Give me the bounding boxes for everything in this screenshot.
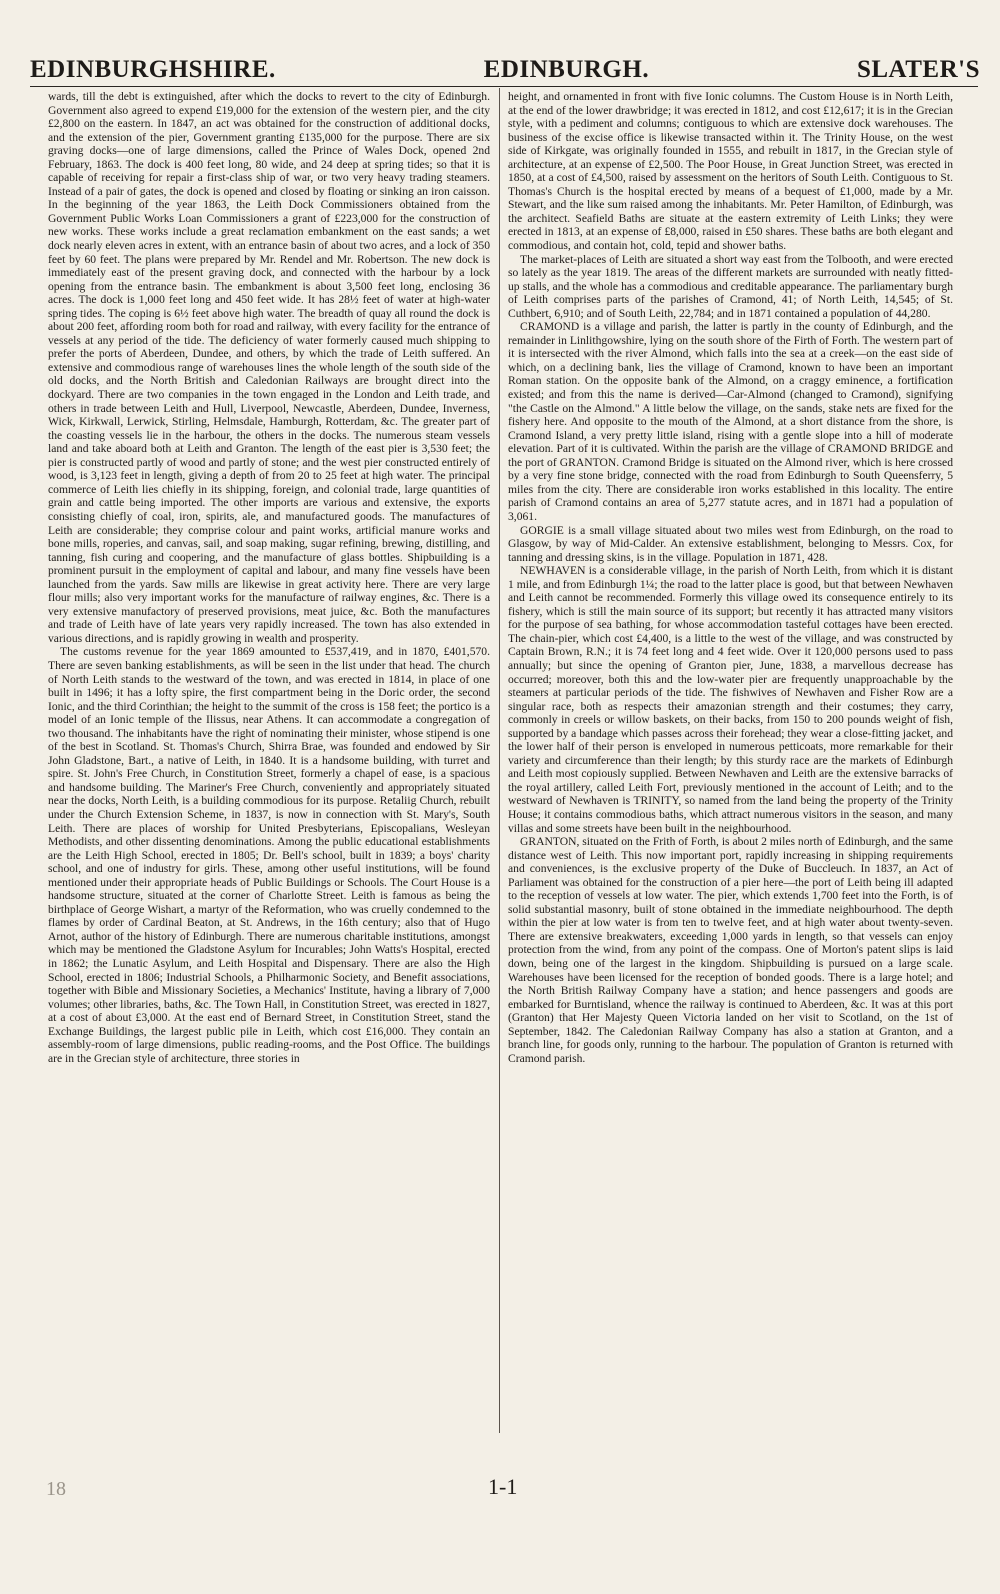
right-paragraph: GRANTON, situated on the Frith of Forth, is about 2 miles north of Edinburgh, and the same distance west of Leith. This now important port, rapidly increasing in shipping requirements and conveniences, is the exclusive property of the Duke of Buccleuch. In 1837, an Act of Parliament was obtained for the construction of a pier here—the port of Leith being ill adapted to the reception of vessels at low water. The pier, which extends 1,700 feet into the Forth, is of solid substantial masonry, built of stone obtained in the immediate neighbourhood. The depth within the pier at low water is from ten to twelve feet, and at high water about twenty-seven. There are extensive breakwaters, exceeding 1,000 yards in length, so that vessels can enjoy protection from the wind, from any point of the compass. One of Morton's patent slips is laid down, being one of the largest in the kingdom. Shipbuilding is pursued on a large scale. Warehouses have been licensed for the reception of bonded goods. There is a large hotel; and the North British Railway Company have a station; and hence passengers and goods are embarked for Burntisland, whence the railway is continued to Aberdeen, &c. It was at this port (Granton) that Her Majesty Queen Victoria landed on her visit to Scotland, on the 1st of September, 1842. The Caledonian Railway Company has also a station at Granton, and a branch line, for goods only, running to the harbour. The population of Granton is returned with Cramond parish.: [508, 835, 953, 1065]
header-county: EDINBURGHSHIRE.: [30, 56, 276, 83]
signature-mark: 1-1: [488, 1474, 518, 1499]
right-paragraph: The market-places of Leith are situated a short way east from the Tolbooth, and were erected so lately as the year 1819. The areas of the different markets are surrounded with neatly fitted-up stalls, and the whole has a commodious and creditable appearance. The parliamentary burgh of Leith comprises parts of the parishes of Cramond, 41; of North Leith, 14,545; of St. Cuthbert, 6,910; and of South Leith, 22,784; and in 1871 contained a population of 44,280.: [508, 252, 953, 320]
right-paragraph: height, and ornamented in front with five Ionic columns. The Custom House is in North Leith, at the end of the lower drawbridge; it was erected in 1812, and cost £12,617; it is in the Grecian style, with a pediment and columns; contiguous to which are extensive dock warehouses. The business of the excise office is likewise transacted within it. The Trinity House, on the west side of Kirkgate, was originally founded in 1555, and rebuilt in 1817, in the Grecian style of architecture, at an expense of £2,500. The Poor House, in Great Junction Street, was erected in 1850, at a cost of £4,500, raised by assessment on the heritors of South Leith. Contiguous to St. Thomas's Church is the hospital erected by means of a bequest of £1,000, made by a Mr. Stewart, and the like sum raised among the inhabitants. Mr. Peter Hamilton, of Edinburgh, was the architect. Seafield Baths are situate at the eastern extremity of Leith Links; they were erected in 1813, at an expense of £8,000, raised in £50 shares. These baths are both elegant and commodious, and contain hot, cold, tepid and shower baths.: [508, 90, 953, 253]
header-rule: [30, 86, 978, 87]
page-number: 18: [46, 1478, 66, 1500]
header-town: EDINBURGH.: [483, 56, 650, 83]
right-paragraph: CRAMOND is a village and parish, the latter is partly in the county of Edinburgh, and the remainder in Linlithgowshire, lying on the south shore of the Firth of Forth. The western part of it is intersected with the river Almond, which falls into the sea at a creek—on the east side of which, on a declining bank, lies the village of Cramond, known to have been an important Roman station. On the opposite bank of the Almond, on a craggy eminence, a fortification existed; and from this the name is derived—Car-Almond (changed to Cramond), signifying "the Castle on the Almond." A little below the village, on the sands, stake nets are fixed for the fishery here. And opposite to the mouth of the Almond, at a short distance from the shore, is Cramond Island, a very pretty little island, rising with a gentle slope into a hill of moderate elevation. Part of it is cultivated. Within the parish are the village of CRAMOND BRIDGE and the port of GRANTON. Cramond Bridge is situated on the Almond river, which is here crossed by a very fine stone bridge, connected with the road from Edinburgh to South Queensferry, 5 miles from the city. There are considerable iron works established in this locality. The entire parish of Cramond contains an area of 5,277 statute acres, and in 1871 had a population of 3,061.: [508, 320, 953, 523]
left-paragraph: The customs revenue for the year 1869 amounted to £537,419, and in 1870, £401,570. There are seven banking establishments, as will be seen in the list under that head. The church of North Leith stands to the westward of the town, and was erected in 1814, in place of one built in 1496; it has a lofty spire, the first compartment being in the Doric order, the second Ionic, and the third Corinthian; the height to the summit of the cross is 158 feet; the portico is a model of an Ionic temple of the Ilissus, near Athens. It can accommodate a congregation of two thousand. The inhabitants have the right of nominating their minister, whose stipend is one of the best in Scotland. St. Thomas's Church, Shirra Brae, was founded and endowed by Sir John Gladstone, Bart., a native of Leith, in 1840. It is a handsome building, with turret and spire. St. John's Free Church, in Constitution Street, formerly a chapel of ease, is a spacious and handsome building. The Mariner's Free Church, conveniently and appropriately situated near the docks, North Leith, is a building commodious for its purpose. Retaliig Church, rebuilt under the Church Extension Scheme, in 1837, is now in connection with St. Mary's, South Leith. There are places of worship for United Presbyterians, Episcopalians, Wesleyan Methodists, and other dissenting denominations. Among the public educational establishments are the Leith High School, erected in 1805; Dr. Bell's school, built in 1839; a boys' charity school, and one of industry for girls. These, among other useful institutions, will be found mentioned under their appropriate heads of Public Buildings or Schools. The Court House is a handsome structure, situated at the corner of Charlotte Street. Leith is famous as being the birthplace of George Wishart, a martyr of the Reformation, who was cruelly condemned to the flames by order of Cardinal Beaton, at St. Andrews, in the 16th century; also that of Hugo Arnot, author of the history of Edinburgh. There are numerous charitable institutions, amongst which may be mentioned the Gladstone Asylum for Incurables; John Watts's Hospital, erected in 1862; the Lunatic Asylum, and Leith Hospital and Dispensary. There are also the High School, erected in 1806; Industrial Schools, a Philharmonic Society, and Benefit associations, together with Bible and Missionary Societies, a Mechanics' Institute, having a library of 7,000 volumes; other libraries, baths, &c. The Town Hall, in Constitution Street, was erected in 1827, at a cost of about £3,000. At the east end of Bernard Street, in Constitution Street, stand the Exchange Buildings, the largest public pile in Leith, which cost £16,000. They contain an assembly-room of large dimensions, public reading-rooms, and the Post Office. The buildings are in the Grecian style of architecture, three stories in: [48, 645, 490, 1065]
right-paragraph: GORGIE is a small village situated about two miles west from Edinburgh, on the road to Glasgow, by way of Mid-Calder. An extensive establishment, belonging to Messrs. Cox, for tanning and dressing skins, is in the village. Population in 1871, 428.: [508, 523, 953, 564]
left-column: [48, 90, 490, 1065]
header-publisher: SLATER'S: [856, 56, 980, 83]
right-paragraph: NEWHAVEN is a considerable village, in the parish of North Leith, from which it is distant 1 mile, and from Edinburgh 1¼; the road to the latter place is good, but that between Newhaven and Leith cannot be recommended. Formerly this village owed its consequence entirely to its fishery, which is still the main source of its support; but recently it has attracted many visitors for the purpose of sea bathing, for whose accommodation tasteful cottages have been erected. The chain-pier, which cost £4,400, is a little to the west of the village, and was constructed by Captain Brown, R.N.; it is 74 feet long and 4 feet wide. Over it 120,000 persons used to pass annually; but since the opening of Granton pier, June, 1838, a marvellous decrease has occurred; moreover, both this and the low-water pier are frequently unapproachable by the steamers at particular periods of the tide. The fishwives of Newhaven and Fisher Row are a singular race, both as respects their amazonian strength and their costumes; they carry, commonly in creels or willow baskets, on their backs, from 150 to 200 pounds weight of fish, supported by a bandage which passes across their forehead; they wear a close-fitting jacket, and the lower half of their person is enveloped in numerous petticoats, more remarkable for their variety and circumference than their length; by this sturdy race are the markets of Edinburgh and Leith most copiously supplied. Between Newhaven and Leith are the extensive barracks of the royal artillery, called Leith Fort, previously mentioned in the account of Leith; and to the westward of Newhaven is TRINITY, so named from the land being the property of the Trinity House; it contains commodious baths, which attract numerous visitors in the season, and many villas and some streets have been built in the neighbourhood.: [508, 564, 953, 835]
right-column: [508, 90, 953, 1065]
left-paragraph: wards, till the debt is extinguished, after which the docks to revert to the city of Edinburgh. Government also agreed to expend £19,000 for the extension of the western pier, and the city £2,800 on the eastern. In 1847, an act was obtained for the construction of additional docks, and the extension of the pier, Government granting £135,000 for the purpose. There are six graving docks—one of large dimensions, called the Prince of Wales Dock, opened 2nd February, 1863. The dock is 400 feet long, 80 wide, and 24 deep at spring tides; so that it is capable of receiving for repair a first-class ship of war, or two very heavy trading steamers. Instead of a pair of gates, the dock is opened and closed by floating or sinking an iron caisson. In the beginning of the year 1863, the Leith Dock Commissioners obtained from the Government Public Works Loan Commissioners a grant of £223,000 for the construction of new works. These works include a great reclamation embankment on the east sands; a wet dock nearly eleven acres in extent, with an entrance basin of about two acres, and a lock of 350 feet by 60 feet. The plans were prepared by Mr. Rendel and Mr. Robertson. The new dock is immediately east of the present graving dock, and connected with the harbour by a lock opening from the entrance basin. The embankment is about 3,500 feet long, enclosing 36 acres. The dock is 1,000 feet long and 450 feet wide. It has 28½ feet of water at high-water spring tides. The coping is 6½ feet above high water. The breadth of quay all round the dock is about 200 feet, affording room both for road and railway, with every facility for the entrance of vessels at any period of the tide. The deficiency of water formerly caused much shipping to prefer the ports of Aberdeen, Dundee, and others, by which the trade of Leith suffered. An extensive and commodious range of warehouses lines the whole length of the south side of the old docks, and the North British and Caledonian Railways are brought direct into the dockyard. There are two companies in the town engaged in the London and Leith trade, and others in trade between Leith and Hull, Liverpool, Newcastle, Aberdeen, Dundee, Inverness, Wick, Kirkwall, Lerwick, Stirling, Helmsdale, Hamburgh, Rotterdam, &c. The greater part of the coasting vessels lie in the harbour, the others in the docks. The numerous steam vessels land and take aboard both at Leith and Granton. The length of the east pier is 3,530 feet; the pier is constructed partly of wood and partly of stone; and the west pier constructed entirely of wood, is 3,123 feet in length, giving a depth of from 20 to 25 feet at high water. The principal commerce of Leith lies chiefly in its shipping, foreign, and colonial trade, large quantities of grain and cattle being imported. The other imports are various and extensive, the exports consisting chiefly of coal, iron, spirits, ale, and manufactured goods. The manufactures of Leith are considerable; they comprise colour and paint works, artificial manure works and bone mills, roperies, and canvas, sail, and soap making, sugar refining, brewing, distilling, and tanning, fish curing and coopering, and the manufacture of glass bottles. Shipbuilding is a prominent pursuit in the employment of capital and labour, and many fine vessels have been launched from the yards. Saw mills are likewise in great activity here. There are very large flour mills; also very important works for the manufacture of railway engines, &c. There is a very extensive manufactory of preserved provisions, meat juice, &c. Both the manufactures and trade of Leith have of late years very rapidly increased. The town has also extended in various directions, and is rapidly growing in wealth and prosperity.: [48, 90, 490, 645]
column-divider: [499, 88, 500, 1433]
running-header: [30, 52, 980, 84]
